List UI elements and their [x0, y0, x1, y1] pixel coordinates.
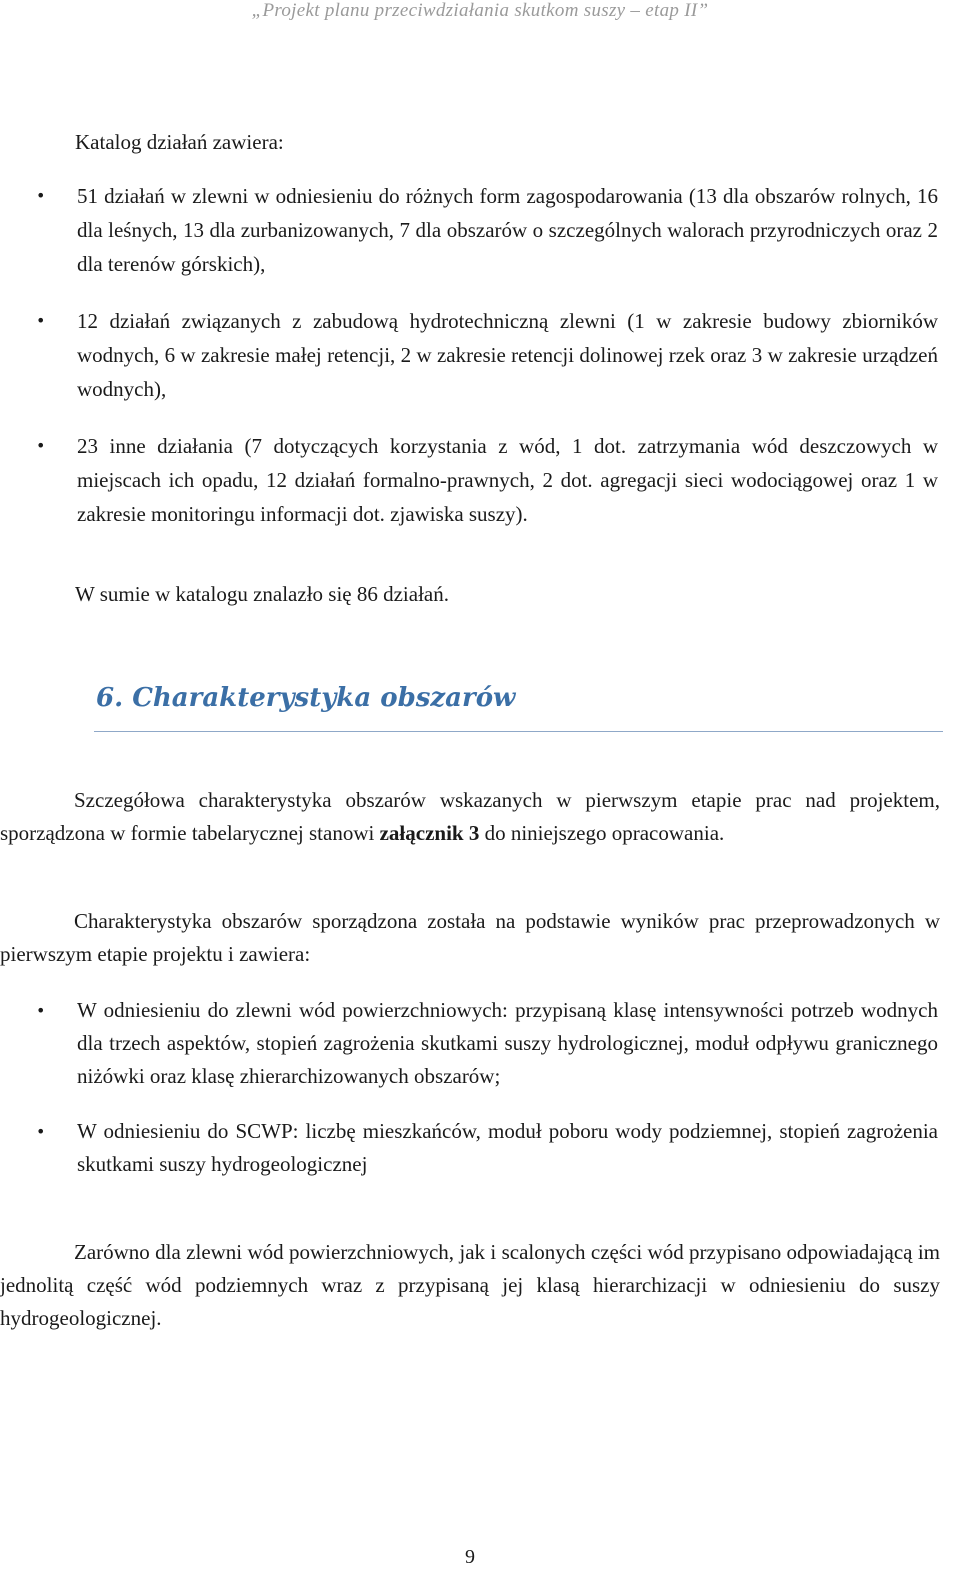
running-header: „Projekt planu przeciwdziałania skutkom suszy – etap II”: [251, 0, 709, 21]
list-item: [0, 179, 960, 281]
characteristics-list: [0, 994, 960, 1181]
list-item-text: W odniesieniu do SCWP: liczbę mieszkańców, moduł poboru wody podziemnej, stopień zagrożenia skutkami suszy hydrogeologicznej: [77, 1119, 938, 1176]
list-item: [0, 1115, 960, 1181]
list-item-text: 51 działań w zlewni w odniesieniu do różnych form zagospodarowania (13 dla obszarów rolnych, 16 dla leśnych, 13 dla zurbanizowanych, 7 dla obszarów o szczególnych walorach przyrodniczych oraz 2 dla terenów górskich),: [77, 184, 938, 276]
list-item-text: 23 inne działania (7 dotyczących korzystania z wód, 1 dot. zatrzymania wód deszczowych w miejscach ich opadu, 12 działań formalno-prawnych, 2 dot. agregacji sieci wodociągowej oraz 1 w zakresie monitoringu informacji dot. zjawiska suszy).: [77, 434, 938, 526]
section-heading: 6. Charakterystyka obszarów: [96, 683, 516, 713]
bullet-icon: •: [36, 311, 46, 330]
catalog-list: [0, 179, 960, 531]
page-number: 9: [465, 1546, 475, 1568]
paragraph-text: do niniejszego opracowania.: [479, 821, 725, 845]
list-item: [0, 994, 960, 1093]
paragraph-attachment: [0, 784, 940, 850]
bullet-icon: •: [36, 1001, 46, 1020]
list-item-text: 12 działań związanych z zabudową hydrotechniczną zlewni (1 w zakresie budowy zbiorników wodnych, 6 w zakresie małej retencji, 2 w zakresie retencji dolinowej rzek oraz 3 w zakresie urządzeń wodnych),: [77, 309, 938, 401]
bullet-icon: •: [36, 1122, 46, 1141]
catalog-summary: W sumie w katalogu znalazło się 86 działań.: [75, 582, 449, 606]
paragraph-groundwater: Zarówno dla zlewni wód powierzchniowych, jak i scalonych części wód przypisano odpowiadającą im jednolitą część wód podziemnych wraz z przypisaną jej klasą hierarchizacji w odniesieniu do suszy hydrogeologicznej.: [0, 1240, 940, 1330]
bullet-icon: •: [36, 186, 46, 205]
bullet-icon: •: [36, 436, 46, 455]
attachment-reference: załącznik 3: [379, 821, 480, 845]
catalog-intro: Katalog działań zawiera:: [75, 130, 284, 154]
paragraph-text: Szczegółowa charakterystyka obszarów wskazanych w pierwszym etapie prac nad projektem, sporządzona w formie tabelarycznej stanowi: [0, 788, 940, 845]
list-item: [0, 429, 960, 531]
list-item-text: W odniesieniu do zlewni wód powierzchniowych: przypisaną klasę intensywności potrzeb wodnych dla trzech aspektów, stopień zagrożenia skutkami suszy hydrologicznej, moduł odpływu granicznego niżówki oraz klasę zhierarchizowanych obszarów;: [77, 998, 938, 1088]
list-item: [0, 304, 960, 406]
section-divider: [94, 731, 943, 732]
paragraph-characteristics: Charakterystyka obszarów sporządzona została na podstawie wyników prac przeprowadzonych w pierwszym etapie projektu i zawiera:: [0, 909, 940, 966]
